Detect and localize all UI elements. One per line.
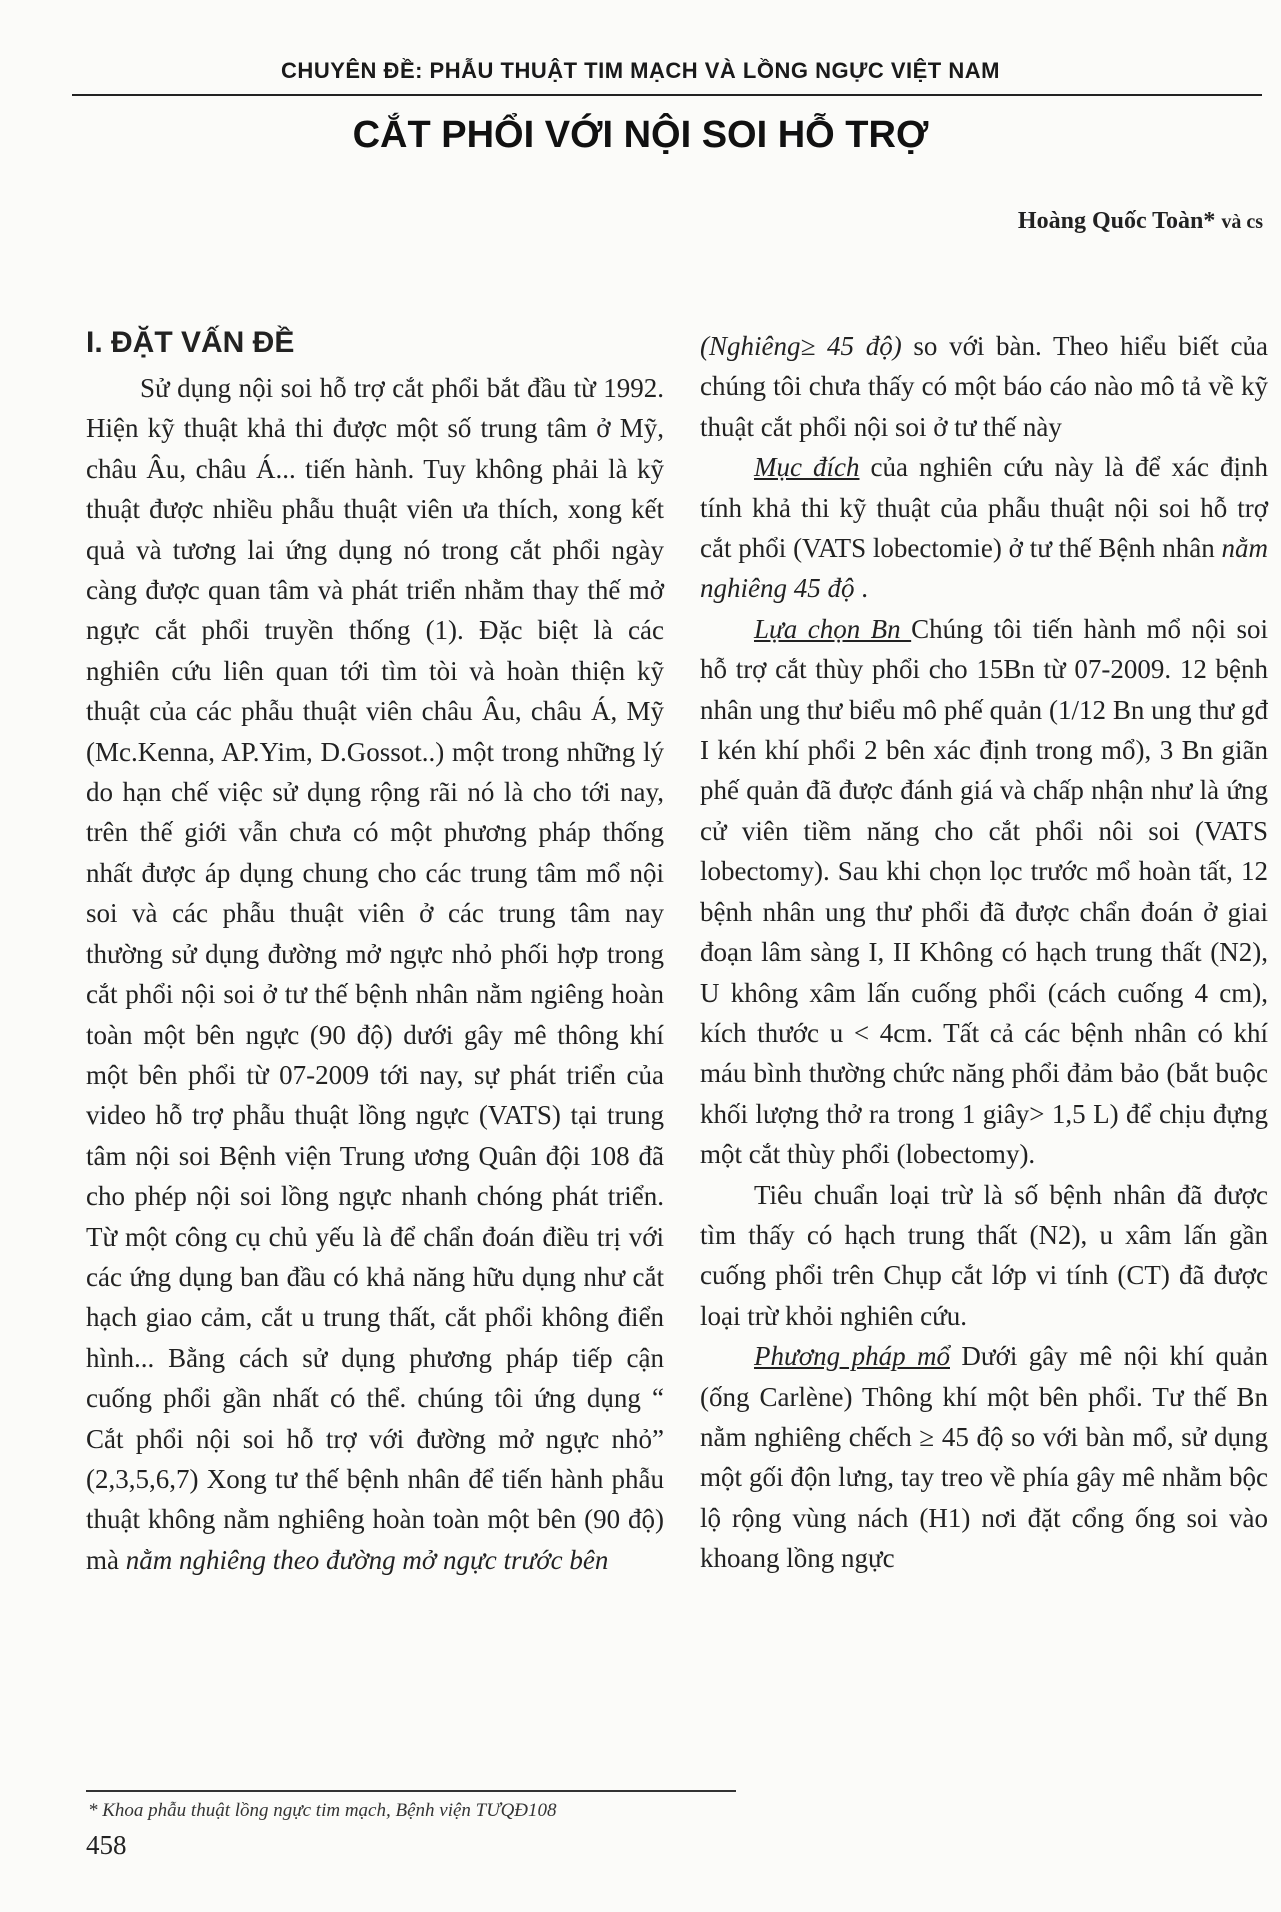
paragraph-text: của nghiên cứu này là để xác định tính khả thi kỹ thuật của phẫu thuật nội soi hỗ trợ cắt phổi (VATS lobectomie) ở tư thế Bệnh nhân	[700, 452, 1268, 564]
footnote-text: Khoa phẫu thuật lồng ngực tim mạch, Bệnh viện TƯQĐ108	[102, 1800, 557, 1821]
paragraph	[700, 326, 1268, 447]
section-heading: I. ĐẶT VẤN ĐỀ	[86, 326, 295, 359]
paragraph-label: Mục đích	[754, 452, 860, 483]
footnote-rule	[86, 1790, 736, 1792]
paragraph	[86, 368, 664, 1580]
paragraph-italic-text: nằm nghiêng theo đường mở ngực trước bên	[125, 1544, 609, 1575]
header-rule	[72, 94, 1262, 96]
paragraph-end: .	[854, 573, 868, 604]
author-footnote-marker: *	[1203, 208, 1216, 234]
paragraph-italic-text: (Nghiêng≥ 45 độ)	[700, 331, 902, 361]
paragraph	[700, 1336, 1268, 1578]
paragraph-text: Dưới gây mê nội khí quản (ống Carlène) Thông khí một bên phổi. Tư thế Bn nằm nghiêng chếch ≥ 45 độ so với bàn mổ, sử dụng một gối độn lưng, tay treo về phía gây mê nhằm bộc lộ rộng vùng nách (H1) nơi đặt cổng ống soi vào khoang lồng ngực	[700, 1341, 1268, 1574]
paragraph	[700, 1175, 1268, 1337]
footnote-marker: *	[88, 1800, 98, 1821]
paragraph	[700, 609, 1268, 1175]
page-number: 458	[86, 1830, 127, 1860]
paragraph-italic-text: nằm nghiêng 45 độ	[700, 533, 1268, 604]
paragraph-text: Tiêu chuẩn loại trừ là số bệnh nhân đã được tìm thấy có hạch trung thất (N2), u xâm lấn gần cuống phổi trên Chụp cắt lớp vi tính (CT) đã được loại trừ khỏi nghiên cứu.	[700, 1179, 1268, 1331]
paragraph-text: Chúng tôi tiến hành mổ nội soi hỗ trợ cắt thùy phổi cho 15Bn từ 07-2009. 12 bệnh nhân ung thư biểu mô phế quản (1/12 Bn ung thư gđ I kén khí phổi 2 bên xác định trong mổ), 3 Bn giãn phế quản đã được đánh giá và chấp nhận như là ứng cử viên tiềm năng cho cắt phổi nôi soi (VATS lobectomy). Sau khi chọn lọc trước mổ hoàn tất, 12 bệnh nhân ung thư phổi đã được chẩn đoán ở giai đoạn lâm sàng I, II Không có hạch trung thất (N2), U không xâm lấn cuống phổi (cách cuống 4 cm), kích thước u < 4cm. Tất cả các bệnh nhân có khí máu bình thường chức năng phổi đảm bảo (bắt buộc khối lượng thở ra trong 1 giây> 1,5 L) để chịu đựng một cắt thùy phổi (lobectomy).	[700, 613, 1269, 1170]
running-head: CHUYÊN ĐỀ: PHẪU THUẬT TIM MẠCH VÀ LỒNG NGỰC VIỆT NAM	[281, 58, 1000, 83]
paragraph-label: Lựa chọn Bn	[754, 613, 912, 644]
article-title: CẮT PHỔI VỚI NỘI SOI HỖ TRỢ	[352, 114, 929, 156]
footnote	[88, 1800, 557, 1822]
paragraph-label: Phương pháp mổ	[754, 1341, 950, 1372]
paragraph	[700, 447, 1268, 609]
author-et-al: và cs	[1221, 211, 1263, 233]
left-column	[86, 368, 664, 1580]
paragraph-text: so với bàn. Theo hiểu biết của chúng tôi chưa thấy có một báo cáo nào mô tả về kỹ thuật cắt phổi nội soi ở tư thế này	[700, 331, 1268, 442]
author-line	[1018, 208, 1263, 235]
right-column	[700, 326, 1268, 1579]
paragraph-text: Sử dụng nội soi hỗ trợ cắt phổi bắt đầu từ 1992. Hiện kỹ thuật khả thi được một số trung tâm ở Mỹ, châu Âu, châu Á... tiến hành. Tuy không phải là kỹ thuật được nhiều phẫu thuật viên ưa thích, xong kết quả và tương lai ứng dụng nó trong cắt phổi ngày càng được quan tâm và phát triển nhằm thay thế mở ngực cắt phổi truyền thống (1). Đặc biệt là các nghiên cứu liên quan tới tìm tòi và hoàn thiện kỹ thuật của các phẫu thuật viên châu Âu, châu Á, Mỹ (Mc.Kenna, AP.Yim, D.Gossot..) một trong những lý do hạn chế việc sử dụng rộng rãi nó là cho tới nay, trên thế giới vẫn chưa có một phương pháp thống nhất được áp dụng chung cho các trung tâm mổ nội soi và các phẫu thuật viên ở các trung tâm nay thường sử dụng đường mở ngực nhỏ phối hợp trong cắt phổi nội soi ở tư thế bệnh nhân nằm ngiêng hoàn toàn một bên ngực (90 độ) dưới gây mê thông khí một bên phổi từ 07-2009 tới nay, sự phát triển của video hỗ trợ phẫu thuật lồng ngực (VATS) tại trung tâm nội soi Bệnh viện Trung ương Quân đội 108 đã cho phép nội soi lồng ngực nhanh chóng phát triển. Từ một công cụ chủ yếu là để chẩn đoán điều trị với các ứng dụng ban đầu có khả năng hữu dụng như cắt hạch giao cảm, cắt u trung thất, cắt phổi không điển hình... Bằng cách sử dụng phương pháp tiếp cận cuống phổi gần nhất có thể. chúng tôi ứng dụng “ Cắt phổi nội soi hỗ trợ với đường mở ngực nhỏ” (2,3,5,6,7) Xong tư thế bệnh nhân để tiến hành phẫu thuật không nằm nghiêng hoàn toàn một bên (90 độ) mà	[86, 373, 664, 1575]
author-name: Hoàng Quốc Toàn	[1017, 208, 1204, 234]
